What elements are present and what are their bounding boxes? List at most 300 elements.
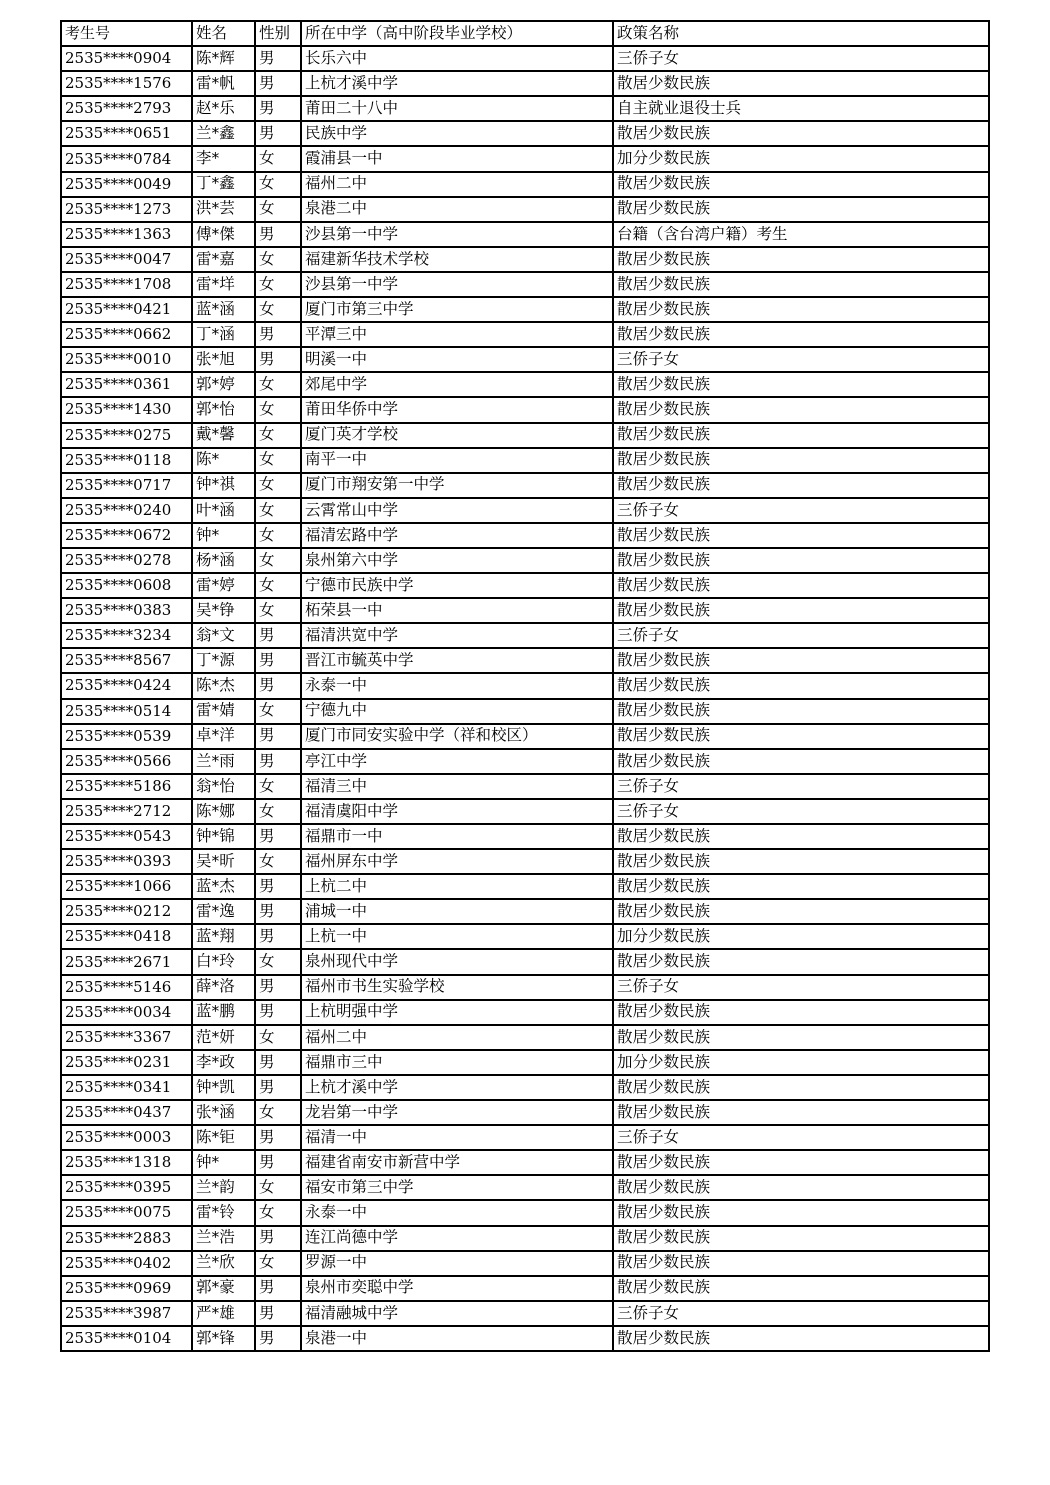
- school-cell: 泉州第六中学: [301, 548, 613, 573]
- gender-cell: 女: [255, 372, 301, 397]
- table-row: [61, 548, 989, 573]
- candidate-number-cell: 2535****0047: [61, 247, 192, 272]
- school-cell: 泉港二中: [301, 197, 613, 222]
- candidate-number-cell: 2535****0231: [61, 1050, 192, 1075]
- candidate-number-cell: 2535****5186: [61, 774, 192, 799]
- policy-cell: 三侨子女: [613, 623, 989, 648]
- name-cell: 傅*傑: [192, 222, 255, 247]
- candidate-number-cell: 2535****0424: [61, 673, 192, 698]
- policy-cell: 三侨子女: [613, 498, 989, 523]
- school-cell: 福清宏路中学: [301, 523, 613, 548]
- name-cell: 兰*浩: [192, 1226, 255, 1251]
- candidate-number-cell: 2535****0278: [61, 548, 192, 573]
- table-row: [61, 172, 989, 197]
- table-row: [61, 1050, 989, 1075]
- table-row: [61, 1100, 989, 1125]
- gender-cell: 男: [255, 975, 301, 1000]
- policy-cell: 散居少数民族: [613, 297, 989, 322]
- school-cell: 厦门英才学校: [301, 423, 613, 448]
- name-cell: 吴*昕: [192, 849, 255, 874]
- school-cell: 民族中学: [301, 121, 613, 146]
- policy-cell: 散居少数民族: [613, 523, 989, 548]
- name-cell: 雷*垟: [192, 272, 255, 297]
- name-cell: 张*旭: [192, 347, 255, 372]
- school-cell: 柘荣县一中: [301, 598, 613, 623]
- name-cell: 郭*豪: [192, 1276, 255, 1301]
- name-cell: 叶*涵: [192, 498, 255, 523]
- candidate-number-cell: 2535****0651: [61, 121, 192, 146]
- name-cell: 陈*娜: [192, 799, 255, 824]
- school-cell: 莆田华侨中学: [301, 397, 613, 422]
- table-row: [61, 724, 989, 749]
- gender-cell: 女: [255, 548, 301, 573]
- candidate-number-cell: 2535****1363: [61, 222, 192, 247]
- school-cell: 浦城一中: [301, 899, 613, 924]
- name-cell: 郭*婷: [192, 372, 255, 397]
- table-row: [61, 1000, 989, 1025]
- gender-cell: 女: [255, 849, 301, 874]
- candidate-number-cell: 2535****3987: [61, 1301, 192, 1326]
- candidate-number-cell: 2535****0003: [61, 1125, 192, 1150]
- policy-cell: 三侨子女: [613, 1301, 989, 1326]
- candidate-number-cell: 2535****0418: [61, 924, 192, 949]
- name-cell: 丁*涵: [192, 322, 255, 347]
- school-cell: 泉州市奕聪中学: [301, 1276, 613, 1301]
- name-cell: 郭*怡: [192, 397, 255, 422]
- name-cell: 卓*洋: [192, 724, 255, 749]
- candidate-number-cell: 2535****0904: [61, 46, 192, 71]
- candidate-number-cell: 2535****0437: [61, 1100, 192, 1125]
- name-cell: 兰*韵: [192, 1175, 255, 1200]
- school-cell: 厦门市同安实验中学（祥和校区）: [301, 724, 613, 749]
- name-cell: 蓝*翔: [192, 924, 255, 949]
- policy-cell: 散居少数民族: [613, 1100, 989, 1125]
- school-cell: 霞浦县一中: [301, 146, 613, 171]
- table-header-row: [61, 21, 989, 46]
- gender-cell: 女: [255, 146, 301, 171]
- table-row: [61, 799, 989, 824]
- gender-cell: 男: [255, 1276, 301, 1301]
- gender-cell: 女: [255, 498, 301, 523]
- table-row: [61, 623, 989, 648]
- gender-cell: 女: [255, 247, 301, 272]
- table-row: [61, 975, 989, 1000]
- policy-cell: 散居少数民族: [613, 648, 989, 673]
- candidate-number-cell: 2535****5146: [61, 975, 192, 1000]
- name-cell: 兰*欣: [192, 1251, 255, 1276]
- name-cell: 钟*锦: [192, 824, 255, 849]
- school-cell: 福清洪宽中学: [301, 623, 613, 648]
- school-cell: 永泰一中: [301, 673, 613, 698]
- candidate-number-cell: 2535****1430: [61, 397, 192, 422]
- header-school: 所在中学（高中阶段毕业学校）: [301, 21, 613, 46]
- candidate-number-cell: 2535****0969: [61, 1276, 192, 1301]
- table-row: [61, 824, 989, 849]
- candidate-number-cell: 2535****0010: [61, 347, 192, 372]
- policy-cell: 散居少数民族: [613, 899, 989, 924]
- policy-cell: 散居少数民族: [613, 573, 989, 598]
- candidate-number-cell: 2535****8567: [61, 648, 192, 673]
- name-cell: 雷*逸: [192, 899, 255, 924]
- policy-cell: 散居少数民族: [613, 71, 989, 96]
- gender-cell: 男: [255, 1301, 301, 1326]
- table-row: [61, 949, 989, 974]
- name-cell: 钟*祺: [192, 473, 255, 498]
- gender-cell: 男: [255, 1000, 301, 1025]
- school-cell: 明溪一中: [301, 347, 613, 372]
- name-cell: 丁*源: [192, 648, 255, 673]
- candidate-number-cell: 2535****3367: [61, 1025, 192, 1050]
- table-row: [61, 1301, 989, 1326]
- gender-cell: 男: [255, 724, 301, 749]
- table-row: [61, 899, 989, 924]
- gender-cell: 女: [255, 1100, 301, 1125]
- policy-cell: 加分少数民族: [613, 924, 989, 949]
- gender-cell: 女: [255, 523, 301, 548]
- table-row: [61, 523, 989, 548]
- gender-cell: 女: [255, 397, 301, 422]
- candidate-number-cell: 2535****0275: [61, 423, 192, 448]
- school-cell: 平潭三中: [301, 322, 613, 347]
- policy-cell: 散居少数民族: [613, 1150, 989, 1175]
- school-cell: 福建新华技术学校: [301, 247, 613, 272]
- table-row: [61, 372, 989, 397]
- table-row: [61, 473, 989, 498]
- candidate-number-cell: 2535****0421: [61, 297, 192, 322]
- candidate-number-cell: 2535****0395: [61, 1175, 192, 1200]
- school-cell: 福州市书生实验学校: [301, 975, 613, 1000]
- school-cell: 沙县第一中学: [301, 222, 613, 247]
- candidate-number-cell: 2535****0341: [61, 1075, 192, 1100]
- policy-cell: 散居少数民族: [613, 824, 989, 849]
- candidate-number-cell: 2535****1576: [61, 71, 192, 96]
- candidate-number-cell: 2535****0672: [61, 523, 192, 548]
- table-row: [61, 96, 989, 121]
- gender-cell: 男: [255, 749, 301, 774]
- gender-cell: 男: [255, 71, 301, 96]
- gender-cell: 女: [255, 573, 301, 598]
- table-row: [61, 247, 989, 272]
- policy-cell: 散居少数民族: [613, 1000, 989, 1025]
- document-sheet: [60, 20, 988, 1352]
- candidate-number-cell: 2535****0784: [61, 146, 192, 171]
- name-cell: 赵*乐: [192, 96, 255, 121]
- name-cell: 陈*辉: [192, 46, 255, 71]
- policy-cell: 三侨子女: [613, 46, 989, 71]
- policy-cell: 散居少数民族: [613, 949, 989, 974]
- policy-cell: 三侨子女: [613, 774, 989, 799]
- policy-cell: 散居少数民族: [613, 724, 989, 749]
- school-cell: 泉州现代中学: [301, 949, 613, 974]
- header-gender: 性别: [255, 21, 301, 46]
- policy-cell: 散居少数民族: [613, 372, 989, 397]
- gender-cell: 女: [255, 949, 301, 974]
- name-cell: 钟*: [192, 523, 255, 548]
- gender-cell: 女: [255, 598, 301, 623]
- school-cell: 长乐六中: [301, 46, 613, 71]
- school-cell: 亭江中学: [301, 749, 613, 774]
- table-row: [61, 1175, 989, 1200]
- school-cell: 郊尾中学: [301, 372, 613, 397]
- candidate-number-cell: 2535****0361: [61, 372, 192, 397]
- gender-cell: 男: [255, 222, 301, 247]
- candidate-number-cell: 2535****2883: [61, 1226, 192, 1251]
- name-cell: 丁*鑫: [192, 172, 255, 197]
- gender-cell: 男: [255, 1125, 301, 1150]
- candidate-number-cell: 2535****0393: [61, 849, 192, 874]
- policy-cell: 散居少数民族: [613, 423, 989, 448]
- name-cell: 雷*帆: [192, 71, 255, 96]
- policy-cell: 散居少数民族: [613, 197, 989, 222]
- name-cell: 杨*涵: [192, 548, 255, 573]
- policy-cell: 散居少数民族: [613, 272, 989, 297]
- gender-cell: 男: [255, 648, 301, 673]
- school-cell: 云霄常山中学: [301, 498, 613, 523]
- gender-cell: 男: [255, 1150, 301, 1175]
- school-cell: 福安市第三中学: [301, 1175, 613, 1200]
- school-cell: 上杭一中: [301, 924, 613, 949]
- school-cell: 南平一中: [301, 448, 613, 473]
- policy-cell: 三侨子女: [613, 799, 989, 824]
- table-row: [61, 197, 989, 222]
- header-name: 姓名: [192, 21, 255, 46]
- name-cell: 李*政: [192, 1050, 255, 1075]
- school-cell: 沙县第一中学: [301, 272, 613, 297]
- gender-cell: 男: [255, 96, 301, 121]
- header-candidate-number: 考生号: [61, 21, 192, 46]
- candidate-number-cell: 2535****0104: [61, 1326, 192, 1351]
- name-cell: 严*雄: [192, 1301, 255, 1326]
- table-row: [61, 146, 989, 171]
- candidate-number-cell: 2535****1708: [61, 272, 192, 297]
- table-row: [61, 498, 989, 523]
- name-cell: 翁*文: [192, 623, 255, 648]
- table-row: [61, 1150, 989, 1175]
- candidate-number-cell: 2535****0608: [61, 573, 192, 598]
- table-row: [61, 699, 989, 724]
- table-row: [61, 297, 989, 322]
- school-cell: 福清三中: [301, 774, 613, 799]
- policy-cell: 三侨子女: [613, 347, 989, 372]
- name-cell: 翁*怡: [192, 774, 255, 799]
- school-cell: 连江尚德中学: [301, 1226, 613, 1251]
- candidate-number-cell: 2535****0118: [61, 448, 192, 473]
- candidate-number-cell: 2535****1066: [61, 874, 192, 899]
- table-row: [61, 648, 989, 673]
- school-cell: 泉港一中: [301, 1326, 613, 1351]
- policy-cell: 散居少数民族: [613, 849, 989, 874]
- school-cell: 宁德九中: [301, 699, 613, 724]
- gender-cell: 女: [255, 1200, 301, 1225]
- school-cell: 龙岩第一中学: [301, 1100, 613, 1125]
- gender-cell: 男: [255, 1050, 301, 1075]
- table-row: [61, 272, 989, 297]
- policy-cell: 散居少数民族: [613, 1276, 989, 1301]
- name-cell: 兰*鑫: [192, 121, 255, 146]
- gender-cell: 男: [255, 347, 301, 372]
- candidate-number-cell: 2535****0543: [61, 824, 192, 849]
- candidate-table: [60, 20, 990, 1352]
- table-row: [61, 874, 989, 899]
- name-cell: 雷*嘉: [192, 247, 255, 272]
- name-cell: 薛*洛: [192, 975, 255, 1000]
- table-row: [61, 1125, 989, 1150]
- gender-cell: 女: [255, 272, 301, 297]
- name-cell: 吴*铮: [192, 598, 255, 623]
- gender-cell: 女: [255, 1175, 301, 1200]
- policy-cell: 散居少数民族: [613, 473, 989, 498]
- gender-cell: 女: [255, 473, 301, 498]
- name-cell: 蓝*涵: [192, 297, 255, 322]
- candidate-number-cell: 2535****0049: [61, 172, 192, 197]
- gender-cell: 女: [255, 799, 301, 824]
- name-cell: 雷*婷: [192, 573, 255, 598]
- policy-cell: 散居少数民族: [613, 673, 989, 698]
- gender-cell: 男: [255, 924, 301, 949]
- table-row: [61, 1226, 989, 1251]
- policy-cell: 加分少数民族: [613, 1050, 989, 1075]
- name-cell: 钟*凯: [192, 1075, 255, 1100]
- policy-cell: 散居少数民族: [613, 1200, 989, 1225]
- table-row: [61, 598, 989, 623]
- gender-cell: 女: [255, 448, 301, 473]
- name-cell: 陈*杰: [192, 673, 255, 698]
- policy-cell: 散居少数民族: [613, 1251, 989, 1276]
- school-cell: 福州二中: [301, 1025, 613, 1050]
- table-row: [61, 347, 989, 372]
- name-cell: 范*妍: [192, 1025, 255, 1050]
- school-cell: 福鼎市三中: [301, 1050, 613, 1075]
- gender-cell: 男: [255, 623, 301, 648]
- name-cell: 洪*芸: [192, 197, 255, 222]
- school-cell: 宁德市民族中学: [301, 573, 613, 598]
- school-cell: 福清一中: [301, 1125, 613, 1150]
- gender-cell: 男: [255, 1226, 301, 1251]
- table-row: [61, 849, 989, 874]
- policy-cell: 加分少数民族: [613, 146, 989, 171]
- policy-cell: 散居少数民族: [613, 1075, 989, 1100]
- policy-cell: 散居少数民族: [613, 397, 989, 422]
- school-cell: 上杭才溪中学: [301, 1075, 613, 1100]
- school-cell: 福清虞阳中学: [301, 799, 613, 824]
- school-cell: 厦门市第三中学: [301, 297, 613, 322]
- table-row: [61, 924, 989, 949]
- gender-cell: 女: [255, 774, 301, 799]
- candidate-number-cell: 2535****2793: [61, 96, 192, 121]
- policy-cell: 散居少数民族: [613, 749, 989, 774]
- gender-cell: 男: [255, 1075, 301, 1100]
- policy-cell: 散居少数民族: [613, 699, 989, 724]
- policy-cell: 散居少数民族: [613, 247, 989, 272]
- school-cell: 上杭明强中学: [301, 1000, 613, 1025]
- school-cell: 上杭二中: [301, 874, 613, 899]
- policy-cell: 散居少数民族: [613, 874, 989, 899]
- policy-cell: 台籍（含台湾户籍）考生: [613, 222, 989, 247]
- table-row: [61, 423, 989, 448]
- table-row: [61, 46, 989, 71]
- policy-cell: 散居少数民族: [613, 172, 989, 197]
- policy-cell: 三侨子女: [613, 975, 989, 1000]
- candidate-number-cell: 2535****0212: [61, 899, 192, 924]
- school-cell: 福清融城中学: [301, 1301, 613, 1326]
- candidate-number-cell: 2535****0383: [61, 598, 192, 623]
- policy-cell: 自主就业退役士兵: [613, 96, 989, 121]
- policy-cell: 散居少数民族: [613, 448, 989, 473]
- gender-cell: 男: [255, 322, 301, 347]
- candidate-number-cell: 2535****0514: [61, 699, 192, 724]
- policy-cell: 散居少数民族: [613, 548, 989, 573]
- gender-cell: 男: [255, 899, 301, 924]
- gender-cell: 男: [255, 121, 301, 146]
- gender-cell: 女: [255, 1251, 301, 1276]
- table-row: [61, 749, 989, 774]
- name-cell: 陈*钜: [192, 1125, 255, 1150]
- gender-cell: 男: [255, 824, 301, 849]
- school-cell: 上杭才溪中学: [301, 71, 613, 96]
- candidate-number-cell: 2535****0662: [61, 322, 192, 347]
- table-row: [61, 222, 989, 247]
- name-cell: 雷*婧: [192, 699, 255, 724]
- table-row: [61, 1075, 989, 1100]
- candidate-number-cell: 2535****0034: [61, 1000, 192, 1025]
- gender-cell: 男: [255, 673, 301, 698]
- table-row: [61, 573, 989, 598]
- school-cell: 晋江市毓英中学: [301, 648, 613, 673]
- candidate-number-cell: 2535****3234: [61, 623, 192, 648]
- school-cell: 福鼎市一中: [301, 824, 613, 849]
- candidate-number-cell: 2535****2671: [61, 949, 192, 974]
- candidate-number-cell: 2535****1273: [61, 197, 192, 222]
- gender-cell: 女: [255, 699, 301, 724]
- school-cell: 永泰一中: [301, 1200, 613, 1225]
- table-row: [61, 1251, 989, 1276]
- table-body: [61, 46, 989, 1351]
- gender-cell: 女: [255, 172, 301, 197]
- table-row: [61, 397, 989, 422]
- candidate-number-cell: 2535****0539: [61, 724, 192, 749]
- name-cell: 李*: [192, 146, 255, 171]
- table-row: [61, 71, 989, 96]
- name-cell: 蓝*杰: [192, 874, 255, 899]
- name-cell: 雷*铃: [192, 1200, 255, 1225]
- table-row: [61, 774, 989, 799]
- gender-cell: 女: [255, 1025, 301, 1050]
- name-cell: 张*涵: [192, 1100, 255, 1125]
- name-cell: 陈*: [192, 448, 255, 473]
- name-cell: 戴*馨: [192, 423, 255, 448]
- gender-cell: 男: [255, 874, 301, 899]
- school-cell: 福州二中: [301, 172, 613, 197]
- name-cell: 蓝*鹏: [192, 1000, 255, 1025]
- policy-cell: 三侨子女: [613, 1125, 989, 1150]
- table-row: [61, 121, 989, 146]
- candidate-number-cell: 2535****0717: [61, 473, 192, 498]
- policy-cell: 散居少数民族: [613, 1326, 989, 1351]
- name-cell: 郭*锋: [192, 1326, 255, 1351]
- policy-cell: 散居少数民族: [613, 322, 989, 347]
- policy-cell: 散居少数民族: [613, 1175, 989, 1200]
- candidate-number-cell: 2535****0566: [61, 749, 192, 774]
- table-row: [61, 1276, 989, 1301]
- school-cell: 莆田二十八中: [301, 96, 613, 121]
- policy-cell: 散居少数民族: [613, 1226, 989, 1251]
- candidate-number-cell: 2535****0075: [61, 1200, 192, 1225]
- table-row: [61, 1326, 989, 1351]
- gender-cell: 女: [255, 423, 301, 448]
- policy-cell: 散居少数民族: [613, 598, 989, 623]
- gender-cell: 男: [255, 46, 301, 71]
- school-cell: 福州屏东中学: [301, 849, 613, 874]
